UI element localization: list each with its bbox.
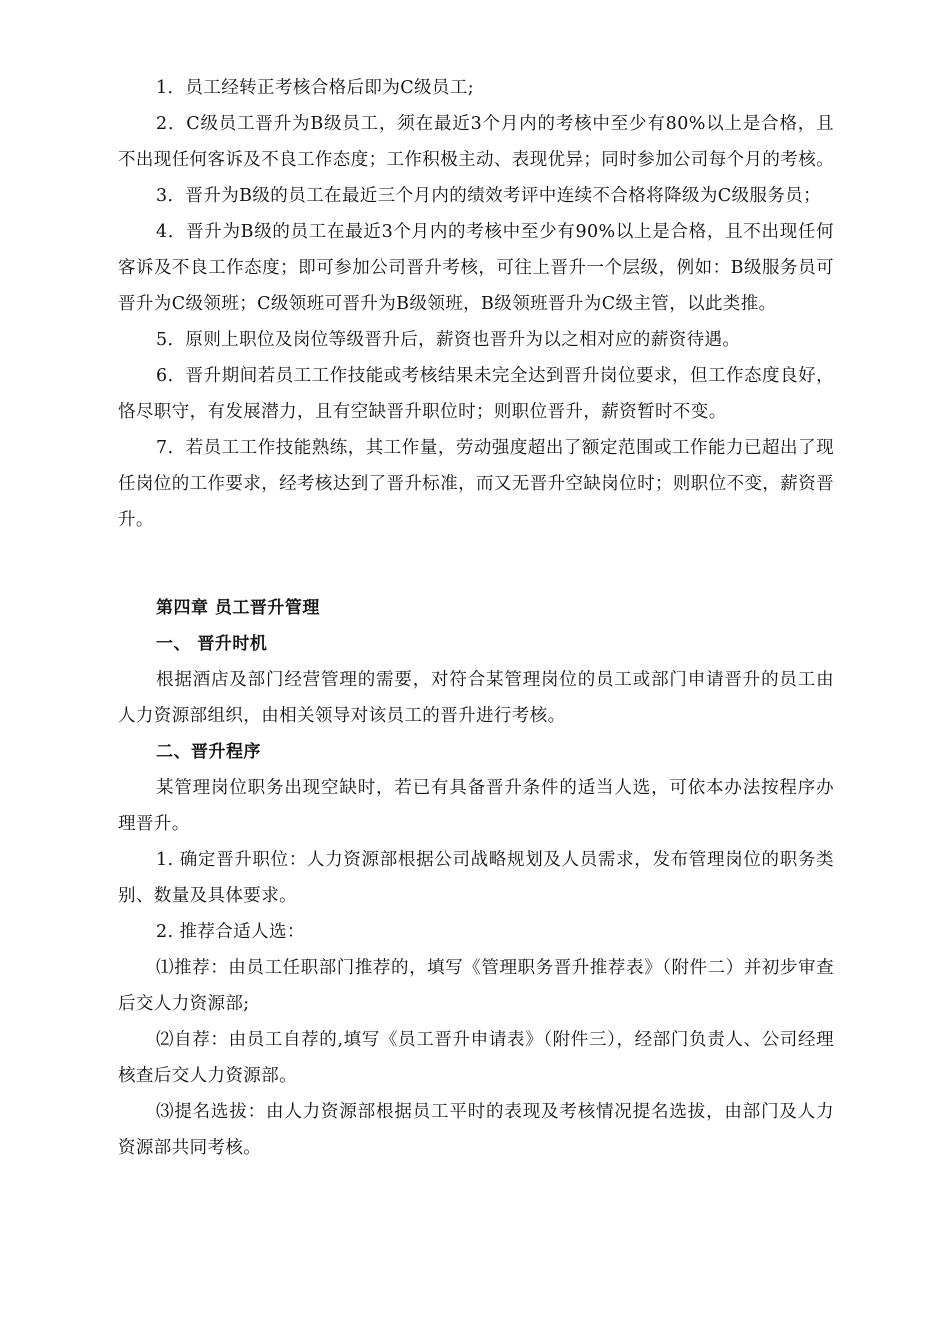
procedure-sub-3: ⑶提名选拔：由人力资源部根据员工平时的表现及考核情况提名选拔，由部门及人力资源部共同考核。 (118, 1102, 834, 1158)
promotion-rule-2: 2．C级员工晋升为B级员工，须在最近3个月内的考核中至少有80%以上是合格，且不出现任何客诉及不良工作态度；工作积极主动、表现优异；同时参加公司每个月的考核。 (118, 114, 834, 170)
document-page (118, 70, 834, 1166)
procedure-sub-2: ⑵自荐：由员工自荐的,填写《员工晋升申请表》（附件三），经部门负责人、公司经理核查后交人力资源部。 (118, 1030, 834, 1086)
procedure-step-1: 1. 确定晋升职位：人力资源部根据公司战略规划及人员需求，发布管理岗位的职务类别、数量及具体要求。 (118, 850, 834, 906)
promotion-rule-7: 7．若员工工作技能熟练，其工作量，劳动强度超出了额定范围或工作能力已超出了现任岗位的工作要求，经考核达到了晋升标准，而又无晋升空缺岗位时；则职位不变，薪资晋升。 (118, 438, 834, 530)
promotion-rule-6: 6．晋升期间若员工工作技能或考核结果未完全达到晋升岗位要求，但工作态度良好，恪尽职守，有发展潜力，且有空缺晋升职位时；则职位晋升，薪资暂时不变。 (118, 366, 834, 422)
promotion-rule-1: 1．员工经转正考核合格后即为C级员工; (156, 78, 475, 98)
promotion-rule-4: 4．晋升为B级的员工在最近3个月内的考核中至少有90%以上是合格，且不出现任何客诉及不良工作态度；即可参加公司晋升考核，可往上晋升一个层级，例如：B级服务员可晋升为C级领班；C级领班可晋升为B级领班，B级领班晋升为C级主管，以此类推。 (118, 222, 834, 314)
section-spacer (118, 538, 834, 590)
chapter-title: 第四章 员工晋升管理 (156, 598, 320, 618)
procedure-step-2: 2. 推荐合适人选： (156, 922, 305, 942)
procedure-sub-1: ⑴推荐：由员工任职部门推荐的，填写《管理职务晋升推荐表》（附件二）并初步审查后交人力资源部; (118, 958, 834, 1014)
procedure-heading: 二、晋升程序 (156, 742, 261, 762)
promotion-rule-3: 3．晋升为B级的员工在最近三个月内的绩效考评中连续不合格将降级为C级服务员； (156, 186, 822, 206)
procedure-intro: 某管理岗位职务出现空缺时，若已有具备晋升条件的适当人选，可依本办法按程序办理晋升。 (118, 778, 834, 834)
promotion-rule-5: 5．原则上职位及岗位等级晋升后，薪资也晋升为以之相对应的薪资待遇。 (156, 330, 741, 350)
timing-body: 根据酒店及部门经营管理的需要，对符合某管理岗位的员工或部门申请晋升的员工由人力资源部组织，由相关领导对该员工的晋升进行考核。 (118, 670, 834, 726)
timing-heading: 一、 晋升时机 (156, 634, 268, 654)
